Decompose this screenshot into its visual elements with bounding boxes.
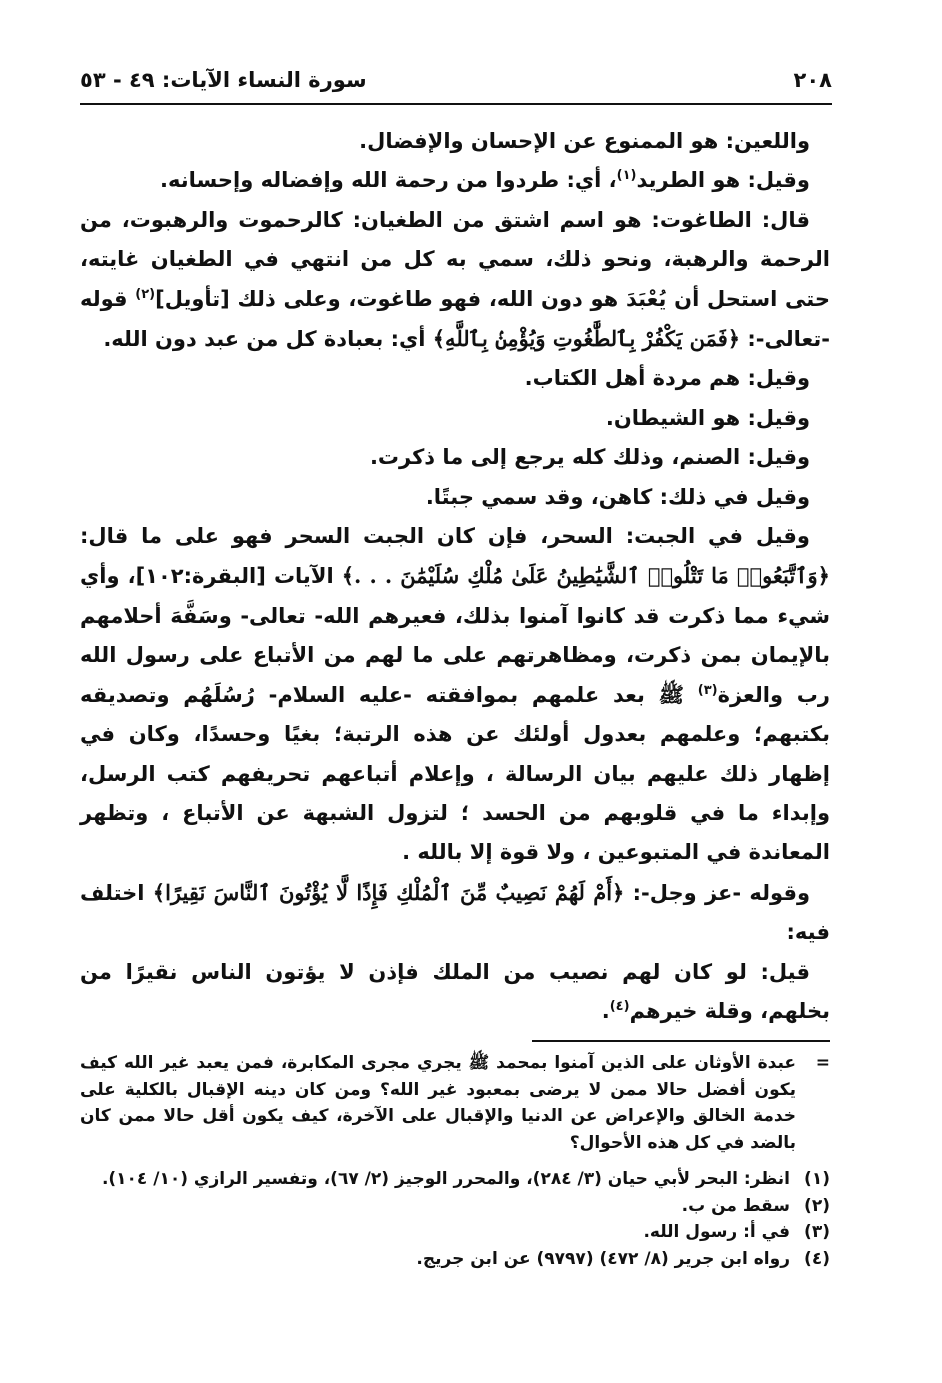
footnote-item — [80, 1246, 830, 1273]
page-number: ٢٠٨ — [793, 68, 832, 92]
footnote-continuation — [80, 1050, 830, 1156]
main-text — [80, 122, 830, 1031]
footnote-number: (٤) — [804, 1248, 830, 1269]
paragraph: واللعين: هو الممنوع عن الإحسان والإفضال. — [359, 129, 810, 153]
footnote-ref: (٢) — [135, 286, 156, 302]
footnote-text: سقط من ب. — [681, 1195, 790, 1216]
header-rule — [80, 103, 832, 105]
paragraph: قيل: لو كان لهم نصيب من الملك فإذن لا يؤتون الناس نقيرًا من بخلهم، وقلة خيرهم$^{(٤)}$. — [80, 959, 830, 1023]
paragraph: وقوله -عز وجل-: ﴿أَمْ لَهُمْ نَصِيبٌ مِّنَ ٱلْمُلْكِ فَإِذًا لَّا يُؤْتُونَ ٱلنَّاسَ نَقِيرًا﴾ اختلف فيه: — [80, 879, 830, 945]
footnotes — [80, 1050, 830, 1272]
quran-verse: ﴿فَمَن يَكْفُرْ بِٱلطَّٰغُوتِ وَيُؤْمِنۢ بِٱللَّهِ﴾ — [432, 326, 741, 352]
page-header — [80, 60, 832, 100]
paragraph: وقيل: الصنم، وذلك كله يرجع إلى ما ذكرت. — [369, 445, 810, 470]
footnote-item — [80, 1166, 830, 1193]
paragraph: وقيل: هو الطريد$^{(١)}$، أي: طردوا من رحمة الله وإفضاله وإحسانه. — [160, 168, 810, 193]
paragraph: وقيل في الجبت: السحر، فإن كان الجبت السحر فهو على ما قال: ﴿وَٱتَّبَعُوا۟ مَا تَتْلُوا۟ ٱلشَّيَٰطِينُ عَلَىٰ مُلْكِ سُلَيْمَٰنَ . . .﴾ الآيات [البقرة:١٠٢]، وأي شيء مما ذكرت قد كانوا آمنوا بذلك، فعيرهم الله- تعالى- وسَفَّهَ أحلامهم بالإيمان بمن ذكرت، ومظاهرتهم على ما لهم من الأتباع على رسول الله رب والعزة$^{(٣)}$ ﷺ بعد علمهم بموافقته -عليه السلام- رُسُلَهُم وتصديقه بكتبهم؛ وعلمهم بعدول أولئك عن هذه الرتبة؛ بغيًا وحسدًا، وكان في إظهار ذلك عليهم بيان الرسالة ، وإعلام أتباعهم تحريفهم كتب الرسل، وإبداء ما في قلوبهم من الحسد ؛ لتزول الشبهة عن الأتباع ، وتظهر المعاندة في المتبوعين ، ولا قوة إلا بالله . — [80, 524, 830, 865]
paragraph: وقيل: هم مردة أهل الكتاب. — [524, 366, 810, 391]
continuation-mark: = — [815, 1053, 830, 1073]
footnote-text: عبدة الأوثان على الذين آمنوا بمحمد ﷺ يجري مجرى المكابرة، فمن يعبد غير الله كيف يكون أفضل حالا ممن لا يرضى بمعبود غير الله؟ ومن كان دينه الإقبال بالكلية على خدمة الخالق والإعراض عن الدنيا والإقبال على الآخرة، كيف يكون أقل حالا ممن كان بالضد في كل هذه الأحوال؟ — [80, 1053, 796, 1153]
footnote-text: انظر: البحر لأبي حيان (٣/ ٢٨٤)، والمحرر الوجيز (٢/ ٦٧)، وتفسير الرازي (١٠/ ١٠٤). — [101, 1169, 790, 1189]
footnote-number: (٢) — [804, 1195, 830, 1216]
footnote-item — [80, 1193, 830, 1220]
footnote-number: (١) — [804, 1169, 830, 1189]
footnote-number: (٣) — [804, 1222, 830, 1242]
footnote-text: رواه ابن جرير (٨/ ٤٧٢) (٩٧٩٧) عن ابن جريج. — [416, 1248, 790, 1269]
footnote-text: في أ: رسول الله. — [643, 1222, 790, 1242]
footnote-item — [80, 1219, 830, 1246]
footnote-ref: (٤) — [609, 998, 630, 1014]
quran-verse: ﴿أَمْ لَهُمْ نَصِيبٌ مِّنَ ٱلْمُلْكِ فَإِذًا لَّا يُؤْتُونَ ٱلنَّاسَ نَقِيرًا﴾ — [152, 879, 625, 905]
paragraph: وقيل في ذلك: كاهن، وقد سمي جبتًا. — [425, 484, 810, 509]
running-title: سورة النساء الآيات: ٤٩ - ٥٣ — [80, 68, 367, 92]
footnote-ref: (٣) — [697, 682, 718, 698]
paragraph: وقيل: هو الشيطان. — [605, 405, 810, 430]
paragraph: قال: الطاغوت: هو اسم اشتق من الطغيان: كالرحموت والرهبوت، من الرحمة والرهبة، ونحو ذلك، سمي به كل من انتهي في الطغيان غايته، حتى استحل أن يُعْبَدَ هو دون الله، فهو طاغوت، وعلى ذلك [تأويل]$^{(٢)}$ قوله -تعالى-: ﴿فَمَن يَكْفُرْ بِٱلطَّٰغُوتِ وَيُؤْمِنۢ بِٱللَّهِ﴾ أي: بعبادة كل من عبد دون الله. — [80, 207, 830, 352]
footnote-separator — [532, 1040, 830, 1042]
footnote-ref: (١) — [616, 168, 637, 184]
quran-verse: ﴿وَٱتَّبَعُوا۟ مَا تَتْلُوا۟ ٱلشَّيَٰطِينُ عَلَىٰ مُلْكِ سُلَيْمَٰنَ . . .﴾ — [341, 563, 830, 589]
